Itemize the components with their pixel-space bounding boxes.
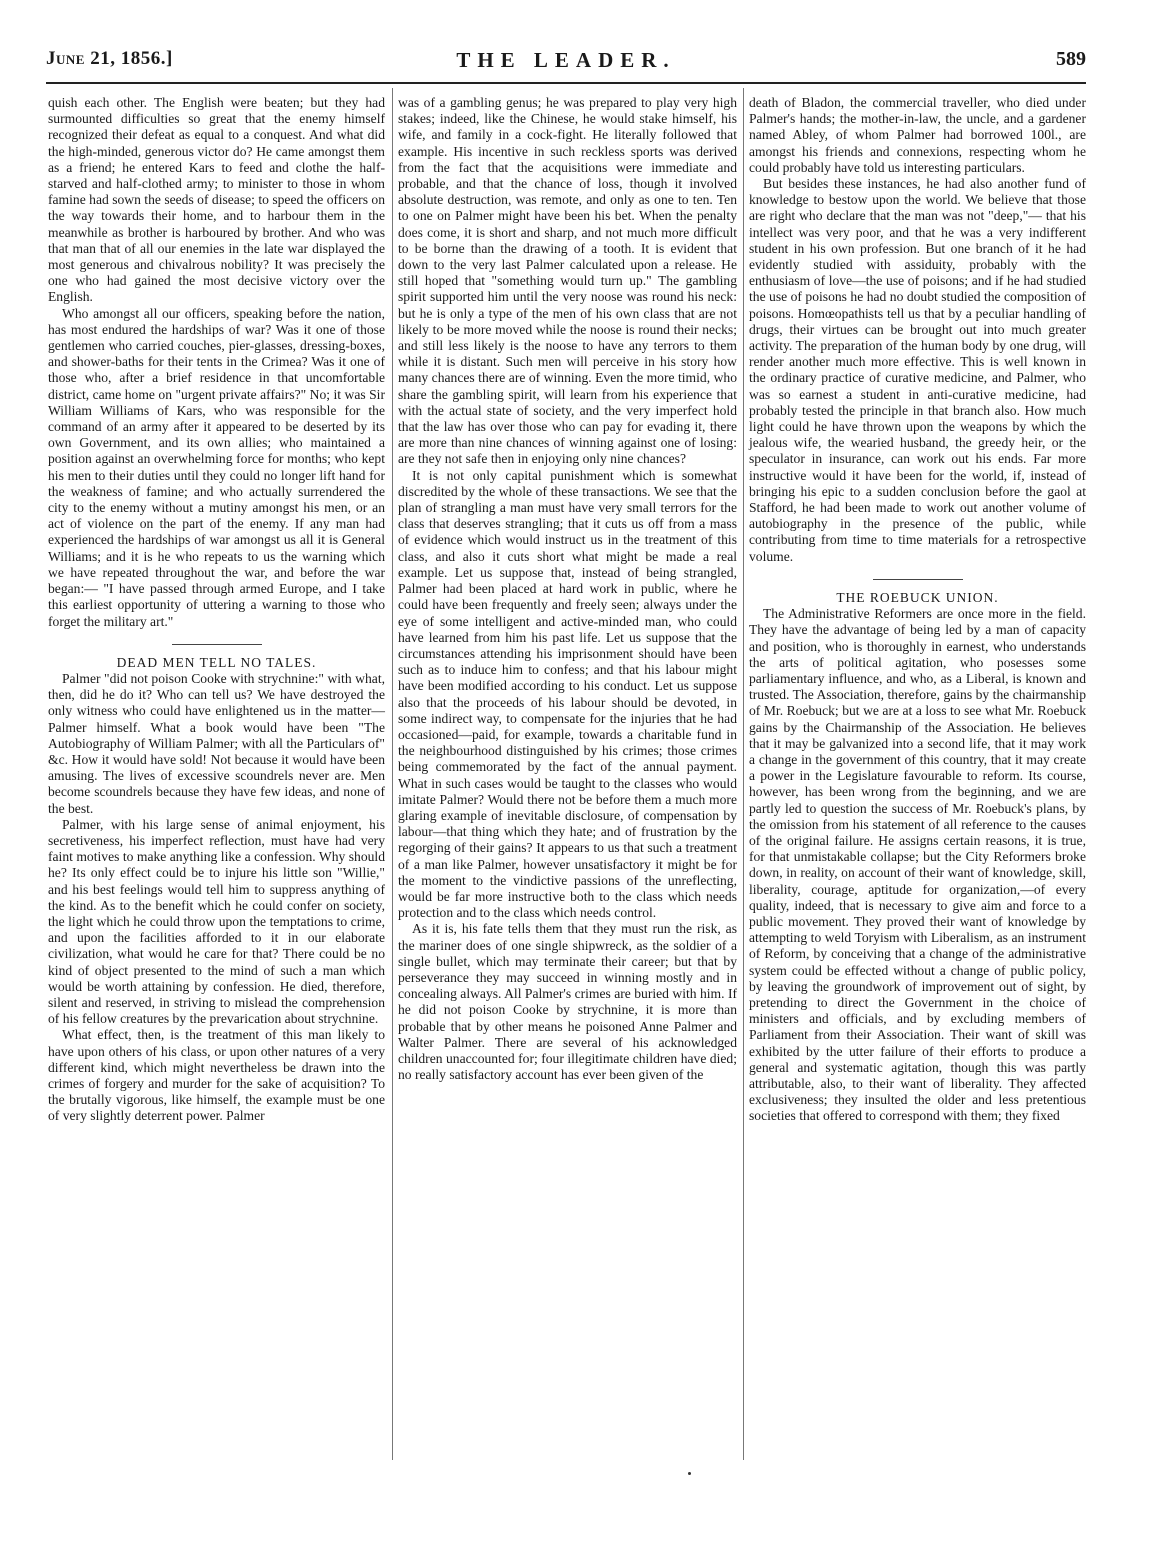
column-divider xyxy=(392,88,393,1460)
article-paragraph: As it is, his fate tells them that they must run the risk, as the mariner does of one single shipwreck, as the soldier of a single bullet, which may terminate their career; but that by perseverance they may succeed in winning mostly and in concealing always. All Palmer's crimes are buried with him. If he did not poison Cooke by strychnine, it is more than probable that by other means he poisoned Anne Palmer and Walter Palmer. There are several of his acknowledged children unaccounted for; four illegitimate children have died; no really satisfactory account has ever been given of the xyxy=(398,921,737,1083)
article-paragraph: death of Bladon, the commercial traveller, who died under Palmer's hands; the mother-in-law, the uncle, and a gardener named Abley, of whom Palmer had borrowed 100l., are amongst his friends and connexions, respecting whom he could probably have told us interesting particulars. xyxy=(749,95,1086,175)
article-paragraph: But besides these instances, he had also another fund of knowledge to bestow upon the world. We believe that those are right who declare that the man was not "deep,"— that his intellect was very poor, and that he was a very indifferent student in his own profession. But one branch of it he had evidently studied with assiduity, probably with the enthusiasm of love—the use of poisons; and if he had studied the use of poisons he had no doubt studied the composition of poisons. Homœopathists tell us that by a peculiar handling of drugs, their virtues can be brought out into much greater activity. The preparation of the human body by one drug, will render another much more effective. This is well known in the ordinary practice of curative medicine, and Palmer, who was so earnest a student in anti-curative medicine, had probably tested the principle in that branch also. How much light could he have thrown upon the weapons by which the jealous wife, the wearied husband, the greedy heir, or the speculator in insurance, can work out his ends. Far more instructive would it have been for the world, if, instead of bringing his epic to a sudden conclusion before the gaol at Stafford, he had been made to work out another volume of autobiography in the presence of the public, while contributing from time to time materials for a retrospective volume. xyxy=(749,176,1086,564)
column-2 xyxy=(398,95,737,1083)
article-paragraph: Palmer, with his large sense of animal enjoyment, his secretiveness, his imperfect reflection, must have had very faint motives to make anything like a confession. Why should he? Its only effect could be to injure his little son "Willie," and his best feelings would tell him to suppress anything of the kind. As to the benefit which he could confer on society, the light which he could throw upon the temptations to crime, and upon the facilities afforded to it in our elaborate civilization, what would he care for that? There could be no kind of object presented to the mind of such a man which would be worth attaining by confession. He died, therefore, silent and reserved, in striving to mislead the comprehension of his fellow creatures by the prevarication about strychnine. xyxy=(48,816,385,1027)
column-1 xyxy=(48,95,385,1125)
column-3 xyxy=(749,95,1086,1125)
issue-date: June 21, 1856.] xyxy=(46,48,173,69)
ink-speck xyxy=(688,1472,691,1475)
article-paragraph: Who amongst all our officers, speaking before the nation, has most endured the hardships of war? Was it one of those gentlemen who carried couches, pier-glasses, dressing-boxes, and shower-baths for their tents in the Crimea? Was it one of those who, after a brief residence in that uncomfortable district, came home on "urgent private affairs?" No; it was Sir William Williams of Kars, who was responsible for the command of an army after it appeared to be deserted by its own Government, and its own allies; who maintained a position against an overwhelming force for months; who kept his men to their duties until they could no longer lift hand for the weakness of famine; and who actually surrendered the city to the enemy without a mutiny amongst his men, or an act of violence on the part of the enemy. If any man had experienced the hardships of war amongst us all it is General Williams; and it is he who repeats to us the warning which we have repeated throughout the war, and before the war began:— "I have passed through armed Europe, and I take this earliest opportunity of uttering a warning to those who forget the military art." xyxy=(48,305,385,629)
article-paragraph: was of a gambling genus; he was prepared to play very high stakes; indeed, like the Chinese, he would stake himself, his wife, and family in a cock-fight. He literally followed that example. His incentive in such reckless sports was derived from the fact that the acquisitions were immediate and probable, and that the chance of loss, though it involved absolute destruction, was remote, and only as one to ten. Ten to one on Palmer might have been his bet. When the penalty does come, it is short and sharp, and not much more difficult to be borne than the drawing of a tooth. It is evident that down to the very last Palmer calculated upon a release. He still hoped that "something would turn up." The gambling spirit supported him until the very noose was round his neck: but he is only a type of the men of his own class that are not likely to be more moved while the noose is round their necks; and still less likely is the noose to have any terrors to them while it is distant. Such men will perceive in his story how many chances there are of winning. Even the more timid, who share the gambling spirit, will learn from his experience that with the actual state of society, and the very imperfect hold that the law has over those who can pay for evading it, there are more than nine chances of winning against one of losing: are they not safe then in enjoying only nine chances? xyxy=(398,95,737,467)
column-divider xyxy=(743,88,744,1460)
article-paragraph: What effect, then, is the treatment of this man likely to have upon others of his class, or upon other natures of a very different kind, which might nevertheless be drawn into the crimes of forgery and murder for the sake of acquisition? To the brutally vigorous, like himself, the example must be one of very slightly deterrent power. Palmer xyxy=(48,1027,385,1124)
page-number: 589 xyxy=(1056,48,1086,70)
page-header xyxy=(46,48,1086,76)
header-rule xyxy=(46,82,1086,84)
section-divider xyxy=(172,644,262,645)
article-paragraph: quish each other. The English were beaten; but they had surmounted difficulties so great that the enemy himself recognized their defeat as equal to a conquest. And what did the high-minded, generous victor do? He came amongst them as a friend; he entered Kars to feed and clothe the half-starved and half-clothed army; to minister to those in whom famine had sown the seeds of disease; to speed the officers on the way towards their home, and to harbour them in the meanwhile as brother is harboured by brother. And who was that man that of all our enemies in the late war displayed the most generous and chivalrous nobility? It was precisely the one who had gained the most decisive victory over the English. xyxy=(48,95,385,305)
article-heading-dead-men: DEAD MEN TELL NO TALES. xyxy=(116,654,317,670)
article-paragraph: Palmer "did not poison Cooke with strychnine:" with what, then, did he do it? Who can tell us? We have destroyed the only witness who could have enlightened us in the matter—Palmer himself. What a book would have been "The Autobiography of William Palmer; with all the Particulars of" &c. How it would have sold! Not because it would have been amusing. The lives of excessive scoundrels never are. Men become scoundrels because they have few ideas, and none of the best. xyxy=(48,670,385,816)
article-paragraph: It is not only capital punishment which is somewhat discredited by the whole of these transactions. We see that the plan of strangling a man must have very small terrors for the class that deserves strangling; that it cuts us off from a mass of evidence which would instruct us in the treatment of this class, and also it cuts short what might be made a real example. Let us suppose that, instead of being strangled, Palmer had been placed at hard work in public, where he could have been frequently and freely seen; always under the eye of some intelligent and active-minded man, who could have learned from him his past life. Let us suppose that the circumstances attending his imprisonment should have been such as to induce him to confess; and that his labour might have been modified according to his conduct. Let us suppose also that the proceeds of his labour should be devoted, in some indirect way, to compensate for the injuries that he had occasioned—paid, for example, towards a charitable fund in the neighbourhood distinguished by his crimes; those crimes being commemorated by the fact of the annual payment. What in such cases would be taught to the classes who would imitate Palmer? Would there not be before them a much more glaring example of inevitable disclosure, of compensation by labour—that thing which they hate; and of frustration by the regorging of their gains? It appears to us that such a treatment of a man like Palmer, however unsatisfactory it might be for the moment to the vindictive passions of the unreflecting, would be far more instructive both to the class which needs protection and to the class which needs control. xyxy=(398,467,737,921)
masthead-title: THE LEADER. xyxy=(456,48,676,72)
article-paragraph: The Administrative Reformers are once more in the field. They have the advantage of being led by a man of capacity and position, who is thoroughly in earnest, who understands the arts of political agitation, who posesses some parliamentary influence, and who, as a Liberal, is known and trusted. The Association, therefore, gains by the chairmanship of Mr. Roebuck; but we are at a loss to see what Mr. Roebuck gains by the Chairmanship of the Association. He believes that it may be galvanized into a second life, that it may work a change in the government of this country, that it may create a power in the Legislature favourable to reform. Its course, however, has been wrong from the beginning, and we are partly led to question the success of Mr. Roebuck's plans, by the omission from his statement of all reference to the causes of the original failure. He assigns certain reasons, it is true, for that unmistakable collapse; but the City Reformers broke down, in reality, on account of their want of knowledge, skill, liberality, courage, aptitude for organization,—of every quality, indeed, that is necessary to give aim and force to a public movement. They proved their want of knowledge by attempting to weld Toryism with Liberalism, as an instrument of Reform, by conceiving that a change of the administrative system could be effected without a change of public policy, by leaving the groundwork of improvement out of sight, by pretending to direct the Government in the choice of ministers and officials, and by excluding members of Parliament from their Association. Their want of skill was exhibited by the utter failure of their efforts to produce a general and systematic agitation, though this was partly attributable, also, to their want of liberality. They affected exclusiveness; they insulted the older and less pretentious societies that offered to correspond with them; they fixed xyxy=(749,606,1086,1124)
section-divider xyxy=(873,579,963,580)
article-heading-roebuck-union: THE ROEBUCK UNION. xyxy=(836,589,999,605)
